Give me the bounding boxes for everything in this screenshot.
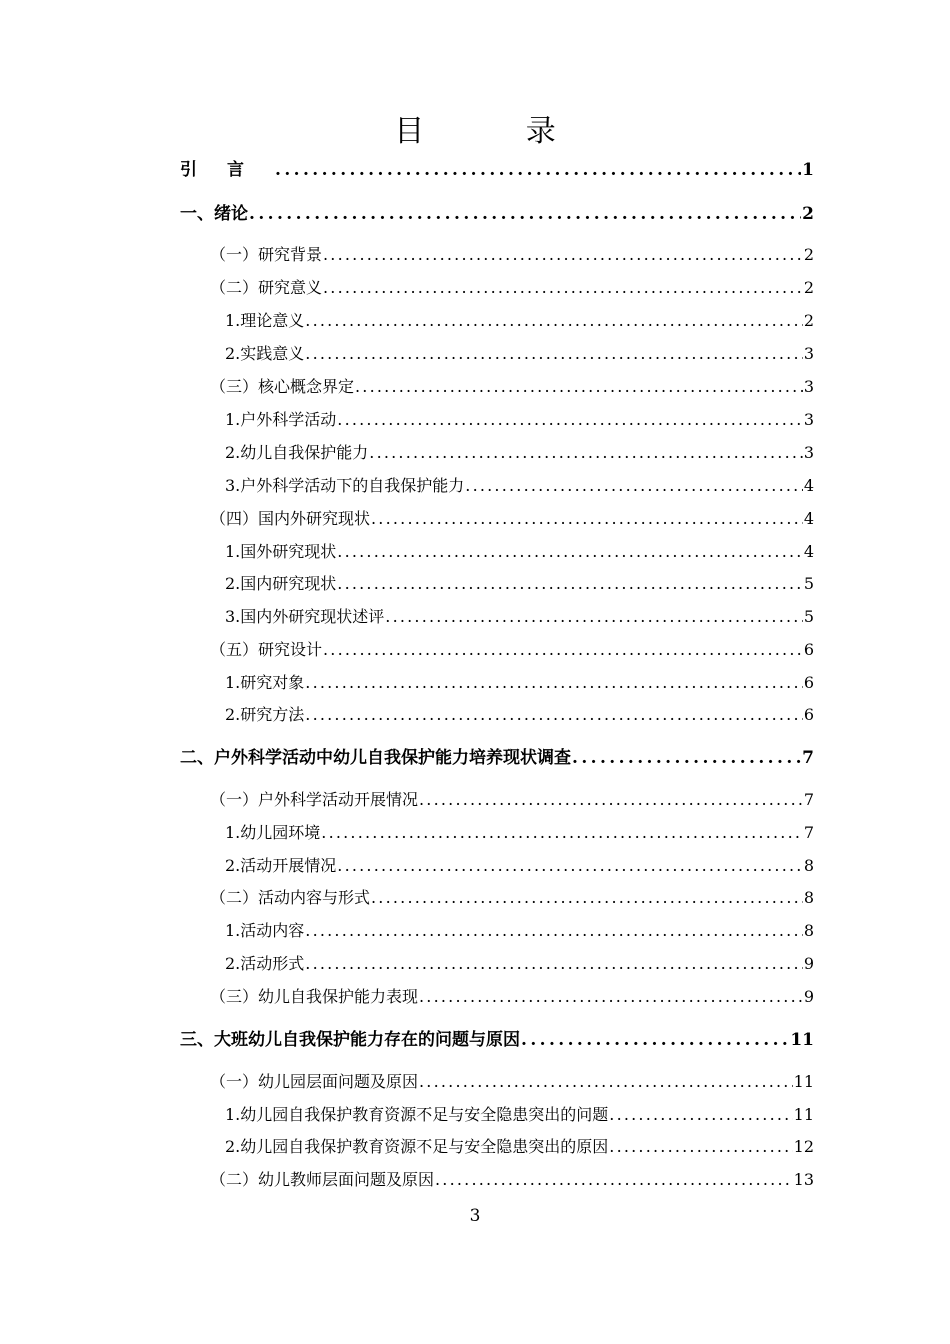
toc-entry-page: 5 [803, 574, 814, 593]
dot-leader [419, 1070, 793, 1094]
toc-entry-level2[interactable] [210, 243, 814, 267]
toc-entry-label: 1.幼儿园自我保护教育资源不足与安全隐患突出的问题 [225, 1105, 609, 1124]
toc-entry-label: 2.幼儿园自我保护教育资源不足与安全隐患突出的原因 [225, 1137, 609, 1156]
toc-entry-page: 9 [803, 954, 814, 973]
dot-leader [323, 243, 803, 267]
dot-leader [369, 441, 803, 465]
dot-leader [305, 342, 803, 366]
toc-entry-label: 2.研究方法 [225, 705, 305, 724]
toc-entry-label: 2.实践意义 [225, 344, 305, 363]
toc-entry-level2[interactable] [210, 375, 814, 399]
toc-entry-level3[interactable] [225, 309, 814, 333]
toc-entry-level3[interactable] [225, 408, 814, 432]
toc-entry-label: （一）户外科学活动开展情况 [210, 790, 419, 809]
dot-leader [305, 671, 803, 695]
toc-entry-label: 二、户外科学活动中幼儿自我保护能力培养现状调查 [180, 748, 571, 768]
toc-entry-page: 11 [793, 1072, 814, 1091]
toc-entry-page: 7 [802, 748, 814, 768]
toc-entry-level3[interactable] [225, 1103, 814, 1127]
toc-entry-page: 6 [803, 705, 814, 724]
toc-entry-level3[interactable] [225, 572, 814, 596]
toc-entry-page: 2 [803, 278, 814, 297]
dot-leader [275, 158, 801, 182]
toc-entry-label: （二）幼儿教师层面问题及原因 [210, 1170, 435, 1189]
toc-entry-page: 2 [803, 245, 814, 264]
toc-entry-level3[interactable] [225, 821, 814, 845]
toc-entry-label: 1.理论意义 [225, 311, 305, 330]
dot-leader [305, 703, 803, 727]
dot-leader [572, 746, 801, 770]
toc-entry-page: 4 [803, 542, 814, 561]
toc-entry-label: 1.活动内容 [225, 921, 305, 940]
dot-leader [305, 309, 803, 333]
toc-entry-level2[interactable] [210, 638, 814, 662]
toc-entry-page: 3 [803, 344, 814, 363]
toc-entry-page: 11 [793, 1105, 814, 1124]
toc-entry-label: 3.户外科学活动下的自我保护能力 [225, 476, 465, 495]
dot-leader [337, 408, 803, 432]
toc-entry-label: （五）研究设计 [210, 640, 323, 659]
toc-entry-page: 12 [793, 1137, 814, 1156]
dot-leader [419, 788, 803, 812]
toc-entry-page: 13 [793, 1170, 814, 1189]
toc-entry-level3[interactable] [225, 854, 814, 878]
toc-entry-level1[interactable] [180, 158, 814, 182]
dot-leader [521, 1028, 789, 1052]
toc-entry-label: （三）核心概念界定 [210, 377, 355, 396]
dot-leader [371, 507, 803, 531]
toc-entry-label: 引言 [180, 160, 274, 180]
toc-entry-page: 3 [803, 443, 814, 462]
dot-leader [419, 985, 803, 1009]
dot-leader [435, 1168, 793, 1192]
toc-entry-page: 6 [803, 640, 814, 659]
toc-entry-label: 1.国外研究现状 [225, 542, 337, 561]
toc-entry-label: 3.国内外研究现状述评 [225, 607, 385, 626]
toc-entry-level3[interactable] [225, 1135, 814, 1159]
toc-entry-level1[interactable] [180, 202, 814, 226]
toc-entry-label: （三）幼儿自我保护能力表现 [210, 987, 419, 1006]
toc-entry-level1[interactable] [180, 746, 814, 770]
dot-leader [385, 605, 803, 629]
toc-entry-label: 1.户外科学活动 [225, 410, 337, 429]
toc-entry-label: （二）活动内容与形式 [210, 888, 371, 907]
dot-leader [305, 952, 803, 976]
toc-entry-level2[interactable] [210, 276, 814, 300]
toc-entry-page: 7 [803, 790, 814, 809]
toc-entry-page: 3 [803, 377, 814, 396]
toc-entry-page: 6 [803, 673, 814, 692]
dot-leader [465, 474, 803, 498]
dot-leader [355, 375, 803, 399]
toc-entry-page: 3 [803, 410, 814, 429]
dot-leader [321, 821, 803, 845]
toc-entry-level3[interactable] [225, 703, 814, 727]
dot-leader [323, 638, 803, 662]
toc-entry-page: 2 [802, 204, 814, 224]
page-number: 3 [469, 1206, 481, 1226]
toc-entry-page: 4 [803, 509, 814, 528]
dot-leader [337, 854, 803, 878]
toc-entry-page: 5 [803, 607, 814, 626]
toc-entry-label: 2.活动开展情况 [225, 856, 337, 875]
toc-entry-page: 11 [790, 1030, 814, 1050]
toc-entry-label: （一）研究背景 [210, 245, 323, 264]
toc-entry-level3[interactable] [225, 671, 814, 695]
toc-entry-label: 2.幼儿自我保护能力 [225, 443, 369, 462]
toc-entry-label: 2.国内研究现状 [225, 574, 337, 593]
toc-entry-level2[interactable] [210, 985, 814, 1009]
toc-entry-level2[interactable] [210, 507, 814, 531]
toc-entry-page: 8 [803, 856, 814, 875]
toc-entry-level3[interactable] [225, 441, 814, 465]
dot-leader [609, 1135, 792, 1159]
dot-leader [323, 276, 803, 300]
toc-entry-page: 4 [803, 476, 814, 495]
dot-leader [337, 540, 803, 564]
toc-entry-page: 8 [803, 921, 814, 940]
toc-entry-page: 8 [803, 888, 814, 907]
toc-entry-level2[interactable] [210, 1168, 814, 1192]
toc-entry-label: 三、大班幼儿自我保护能力存在的问题与原因 [180, 1030, 520, 1050]
toc-entry-label: 2.活动形式 [225, 954, 305, 973]
dot-leader [609, 1103, 792, 1127]
toc-entry-label: （二）研究意义 [210, 278, 323, 297]
page-title: 目 录 [394, 114, 602, 149]
toc-entry-label: （一）幼儿园层面问题及原因 [210, 1072, 419, 1091]
toc-entry-label: 1.研究对象 [225, 673, 305, 692]
toc-entry-level3[interactable] [225, 919, 814, 943]
dot-leader [337, 572, 803, 596]
dot-leader [371, 886, 803, 910]
toc-entry-level2[interactable] [210, 1070, 814, 1094]
toc-entry-level3[interactable] [225, 605, 814, 629]
dot-leader [249, 202, 801, 226]
toc-entry-level2[interactable] [210, 788, 814, 812]
toc-entry-page: 2 [803, 311, 814, 330]
toc-entry-level3[interactable] [225, 540, 814, 564]
toc-entry-level3[interactable] [225, 474, 814, 498]
toc-entry-level1[interactable] [180, 1028, 814, 1052]
dot-leader [305, 919, 803, 943]
toc-entry-level2[interactable] [210, 886, 814, 910]
toc-entry-page: 9 [803, 987, 814, 1006]
toc-entry-page: 7 [803, 823, 814, 842]
toc-entry-level3[interactable] [225, 952, 814, 976]
toc-entry-level3[interactable] [225, 342, 814, 366]
toc-entry-label: 一、绪论 [180, 204, 248, 224]
toc-entry-label: （四）国内外研究现状 [210, 509, 371, 528]
toc-entry-label: 1.幼儿园环境 [225, 823, 321, 842]
toc-entry-page: 1 [802, 160, 814, 180]
